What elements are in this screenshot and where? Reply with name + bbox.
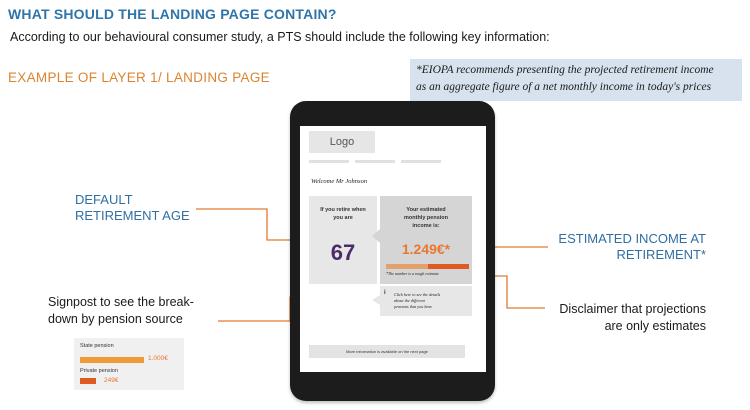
private-pension-bar <box>80 378 96 384</box>
connector-age <box>196 209 297 240</box>
info-icon: i <box>384 290 386 296</box>
callout-line: RETIREMENT AGE <box>75 208 190 223</box>
state-pension-bar <box>80 357 144 363</box>
callout-default-age <box>75 192 190 224</box>
income-card-label <box>380 206 472 230</box>
rough-estimate-note: *The number is a rough estimate <box>386 271 439 276</box>
card-label-line: Your estimated <box>406 207 446 213</box>
callout-line: ESTIMATED INCOME AT <box>558 231 706 246</box>
breakdown-link-text[interactable] <box>394 292 470 310</box>
private-pension-value: 249€ <box>104 377 119 384</box>
card-label-line: you are <box>333 215 353 221</box>
link-line: about the different <box>394 298 425 303</box>
intro-text: According to our behavioural consumer study, a PTS should include the following key information: <box>10 30 550 44</box>
example-heading: EXAMPLE OF LAYER 1/ LANDING PAGE <box>8 70 270 85</box>
callout-signpost <box>48 294 194 328</box>
nav-item[interactable] <box>401 160 441 163</box>
logo-placeholder: Logo <box>309 131 375 153</box>
callout-line: Disclaimer that projections <box>559 302 706 316</box>
nav-item[interactable] <box>355 160 395 163</box>
eiopa-note-line1: *EIOPA recommends presenting the projected retirement income <box>416 64 714 76</box>
nav-item[interactable] <box>309 160 349 163</box>
income-card-pointer <box>372 229 380 243</box>
eiopa-note <box>410 59 742 101</box>
card-label-line: income is: <box>412 223 440 229</box>
card-label-line: monthly pension <box>404 215 448 221</box>
state-pension-value: 1.000€ <box>148 355 168 362</box>
link-line: Click here to see the details <box>394 292 441 297</box>
page-title: WHAT SHOULD THE LANDING PAGE CONTAIN? <box>8 6 337 22</box>
estimate-range-bar-fill <box>428 264 469 269</box>
retirement-age-value: 67 <box>330 240 356 265</box>
more-info-button[interactable]: More information is available on the next page <box>309 345 465 358</box>
callout-line: DEFAULT <box>75 192 133 207</box>
state-pension-label: State pension <box>80 343 114 349</box>
private-pension-label: Private pension <box>80 368 118 374</box>
estimated-income-value: 1.249€* <box>401 241 451 257</box>
welcome-text: Welcome Mr Johnson <box>311 178 368 185</box>
link-line: pensions that you have <box>394 304 433 309</box>
callout-line: are only estimates <box>604 319 706 333</box>
card-label-line: If you retire when <box>320 207 366 213</box>
callout-line: Signpost to see the break- <box>48 295 194 309</box>
retirement-age-card-label <box>309 206 377 222</box>
info-box-pointer <box>372 295 380 305</box>
callout-line: RETIREMENT* <box>616 247 706 262</box>
eiopa-note-line2: as an aggregate figure of a net monthly income in today's prices <box>416 81 712 93</box>
callout-disclaimer <box>559 301 706 335</box>
callout-estimated-income <box>558 231 706 263</box>
callout-line: down by pension source <box>48 312 183 326</box>
